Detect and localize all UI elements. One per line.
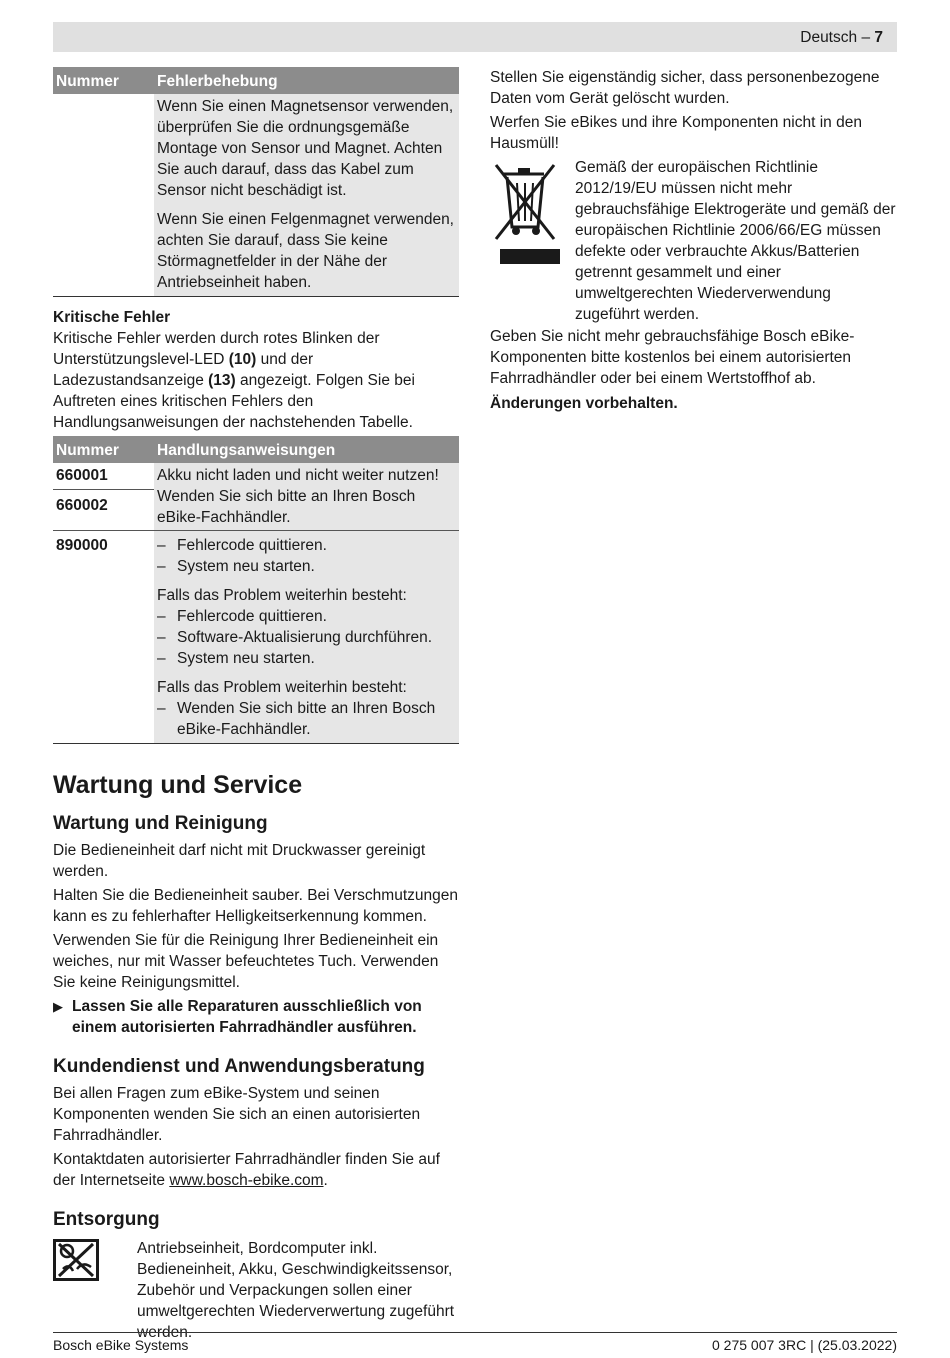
step-text: System neu starten. xyxy=(177,650,315,667)
if-problem-persists: Falls das Problem weiterhin besteht: xyxy=(157,587,407,604)
error-code-660001: 660001 xyxy=(53,463,154,490)
critical-text-part: und der Ladezustandsanzeige xyxy=(53,351,314,389)
customer-text: Kontaktdaten autorisierter Fahrradhändler finden Sie auf der Internetseite xyxy=(53,1151,440,1189)
header-language: Deutsch xyxy=(800,29,858,46)
critical-errors-text xyxy=(53,328,459,433)
header-page-number: 7 xyxy=(874,29,883,46)
troubleshooting-table xyxy=(53,67,459,297)
steps-list-c xyxy=(157,677,456,740)
repair-warning xyxy=(53,996,459,1038)
recycling-symbol-icon xyxy=(53,1238,137,1343)
dash-marker: – xyxy=(157,629,166,646)
row-fix-cell xyxy=(154,94,459,297)
list-item xyxy=(157,648,456,669)
changes-reserved: Änderungen vorbehalten. xyxy=(490,395,678,412)
dash-marker: – xyxy=(157,558,166,575)
right-column xyxy=(490,67,897,417)
repair-warning-text: Lassen Sie alle Reparaturen ausschließlich von einem autorisierten Fahrradhändler ausführen. xyxy=(72,998,422,1036)
list-item xyxy=(157,556,456,577)
disposal-block xyxy=(53,1238,459,1343)
reference-10: (10) xyxy=(228,351,257,368)
header-separator: – xyxy=(861,29,871,46)
table-header-row xyxy=(53,436,459,463)
cleaning-heading: Wartung und Reinigung xyxy=(53,813,268,834)
cleaning-paragraph-3: Verwenden Sie für die Reinigung Ihrer Bedieneinheit ein weiches, nur mit Wasser befeuchtetes Tuch. Verwenden Sie keine Reinigungsmittel. xyxy=(53,932,439,991)
customer-paragraph-2 xyxy=(53,1149,459,1191)
footer-divider xyxy=(53,1332,897,1333)
weee-block xyxy=(490,157,897,325)
step-text: System neu starten. xyxy=(177,558,315,575)
critical-text-part: Kritische Fehler werden durch rotes Blinken der Unterstützungslevel-LED xyxy=(53,330,380,368)
list-item xyxy=(157,535,456,556)
step-text: Fehlercode quittieren. xyxy=(177,608,327,625)
column-header-number: Nummer xyxy=(53,436,154,463)
crossed-bin-icon xyxy=(490,157,575,325)
crossed-bin-svg xyxy=(490,159,560,265)
dash-marker: – xyxy=(157,650,166,667)
reference-13: (13) xyxy=(208,372,236,389)
step-text: Wenden Sie sich bitte an Ihren Bosch eBike-Fachhändler. xyxy=(177,700,436,738)
step-text: Fehlercode quittieren. xyxy=(177,537,327,554)
row-action-cell xyxy=(154,531,459,744)
list-item xyxy=(157,698,456,740)
recycling-symbol-svg xyxy=(53,1239,99,1281)
row-action-cell: Akku nicht laden und nicht weiter nutzen! Wenden Sie sich bitte an Ihren Bosch eBike-Fachhändler. xyxy=(154,463,459,531)
page-header xyxy=(53,22,897,52)
left-column xyxy=(53,67,459,1343)
steps-list-b xyxy=(157,585,456,669)
error-code-660002: 660002 xyxy=(56,497,108,514)
critical-text-part: angezeigt. Folgen Sie bei Auftreten eines kritischen Fehlers den Handlungsanweisungen der nachstehenden Tabelle. xyxy=(53,372,415,431)
fix-paragraph-rim-magnet: Wenn Sie einen Felgenmagnet verwenden, achten Sie darauf, dass Sie keine Störmagnetfelder in der Nähe der Antriebseinheit haben. xyxy=(157,211,454,291)
return-components-paragraph: Geben Sie nicht mehr gebrauchsfähige Bosch eBike-Komponenten bitte kostenlos bei einem autorisierten Fahrradhändler oder bei einem Wertstoffhof ab. xyxy=(490,328,855,387)
cleaning-paragraph-1: Die Bedieneinheit darf nicht mit Druckwasser gereinigt werden. xyxy=(53,842,426,880)
critical-errors-heading: Kritische Fehler xyxy=(53,309,171,326)
column-header-number: Nummer xyxy=(53,67,154,94)
table-row xyxy=(53,94,459,297)
critical-errors-table xyxy=(53,436,459,744)
dash-marker: – xyxy=(157,700,166,717)
if-problem-persists: Falls das Problem weiterhin besteht: xyxy=(157,679,407,696)
header-page-label xyxy=(800,27,883,48)
triangle-bullet-icon: ▶ xyxy=(53,999,63,1014)
list-item xyxy=(157,606,456,627)
cleaning-paragraph-2: Halten Sie die Bedieneinheit sauber. Bei Verschmutzungen kann es zu fehlerhafter Helligkeitserkennung kommen. xyxy=(53,887,458,925)
weee-directive-text: Gemäß der europäischen Richtlinie 2012/19/EU müssen nicht mehr gebrauchsfähige Elektrogeräte und gemäß der europäischen Richtlinie 2006/66/EG müssen defekte oder verbrauchte Akkus/Batterien getrennt gesammelt und einer umweltgerechten Wiederverwendung zugeführt werden. xyxy=(575,159,896,323)
table-row xyxy=(53,531,459,744)
steps-list-a xyxy=(157,535,456,577)
table-row xyxy=(53,463,459,531)
step-text: Software-Aktualisierung durchführen. xyxy=(177,629,433,646)
footer-company: Bosch eBike Systems xyxy=(53,1337,189,1353)
column-header-fix: Fehlerbehebung xyxy=(154,67,459,94)
dash-marker: – xyxy=(157,537,166,554)
row-number-cell xyxy=(53,94,154,297)
data-deletion-paragraph: Stellen Sie eigenständig sicher, dass personenbezogene Daten vom Gerät gelöscht wurden. xyxy=(490,69,880,107)
row-codes-cell xyxy=(53,463,154,531)
section-title-service: Wartung und Service xyxy=(53,771,303,799)
column-header-actions: Handlungsanweisungen xyxy=(154,436,459,463)
disposal-heading: Entsorgung xyxy=(53,1209,160,1230)
customer-text-end: . xyxy=(323,1172,328,1189)
list-item xyxy=(157,627,456,648)
bosch-ebike-link[interactable]: www.bosch-ebike.com xyxy=(169,1172,324,1189)
dash-marker: – xyxy=(157,608,166,625)
no-household-waste-paragraph: Werfen Sie eBikes und ihre Komponenten nicht in den Hausmüll! xyxy=(490,114,862,152)
fix-paragraph-magnet-sensor: Wenn Sie einen Magnetsensor verwenden, überprüfen Sie die ordnungsgemäße Montage von Sensor und Magnet. Achten Sie auch darauf, dass das Kabel zum Sensor nicht beschädigt ist. xyxy=(157,98,454,199)
footer-doc-number: 0 275 007 3RC | (25.03.2022) xyxy=(712,1337,897,1353)
error-code-890000: 890000 xyxy=(53,531,154,744)
table-header-row xyxy=(53,67,459,94)
customer-service-heading: Kundendienst und Anwendungsberatung xyxy=(53,1056,425,1077)
disposal-paragraph: Antriebseinheit, Bordcomputer inkl. Bedieneinheit, Akku, Geschwindigkeitssensor, Zubehör und Verpackungen sollen einer umweltgerechten Wiederverwertung zugeführt werden. xyxy=(137,1240,455,1341)
customer-paragraph-1: Bei allen Fragen zum eBike-System und seinen Komponenten wenden Sie sich an einen autorisierten Fahrradhändler. xyxy=(53,1085,421,1144)
